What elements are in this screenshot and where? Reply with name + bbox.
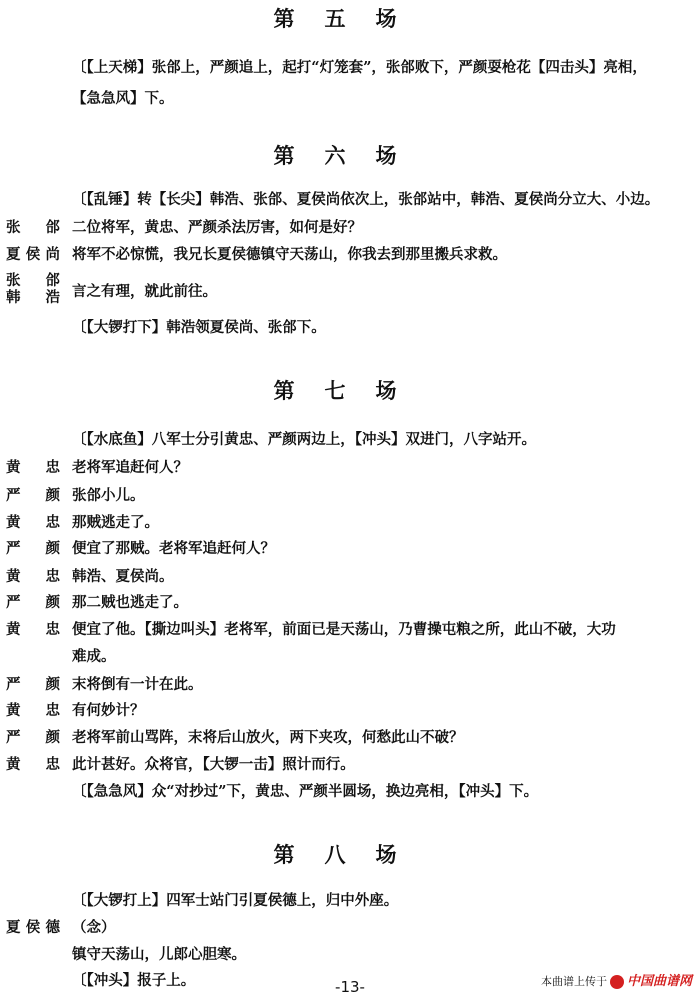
speaker: 严颜	[6, 541, 60, 557]
watermark-text: 本曲谱上传于	[540, 975, 607, 988]
speaker: 张郃	[6, 220, 60, 236]
speaker: 黄忠	[6, 703, 60, 719]
stage-direction-cont: 【急急风】下。	[72, 90, 174, 107]
dialogue-line-cont: 难成。	[72, 648, 116, 665]
dialogue-line: 那贼逃走了。	[72, 514, 159, 531]
dialogue-line: 将军不必惊慌，我兄长夏侯德镇守天荡山，你我去到那里搬兵求救。	[72, 246, 507, 263]
stage-direction: 〔【急急风】众“对抄过”下，黄忠、严颜半圆场，换边亮相，【冲头】下。	[72, 783, 539, 800]
dialogue-line: 言之有理，就此前往。	[72, 283, 217, 300]
scene-heading-8: 第八场	[273, 843, 427, 867]
watermark	[541, 972, 692, 992]
dialogue-line: 便宜了他。【撕边叫头】老将军，前面已是天荡山，乃曹操屯粮之所，此山不破，大功	[72, 621, 616, 638]
dialogue-line: 末将倒有一计在此。	[72, 676, 203, 693]
dialogue-line: 老将军前山骂阵，末将后山放火，两下夹攻，何愁此山不破？	[72, 729, 464, 746]
speaker: 夏侯尚	[6, 247, 60, 263]
speaker: 黄忠	[6, 569, 60, 585]
speaker: 严颜	[6, 677, 60, 693]
speaker: 韩浩	[6, 290, 60, 306]
dialogue-line: 有何妙计？	[72, 702, 145, 719]
speaker: 严颜	[6, 730, 60, 746]
watermark-site: 中国曲谱网	[626, 974, 692, 989]
speaker: 黄忠	[6, 460, 60, 476]
dialogue-line: 二位将军，黄忠、严颜杀法厉害，如何是好？	[72, 219, 362, 236]
stage-direction: 〔【冲头】报子上。	[72, 972, 196, 989]
dialogue-line: 那二贼也逃走了。	[72, 594, 188, 611]
dialogue-line: 便宜了那贼。老将军追赶何人？	[72, 540, 275, 557]
speaker: 严颜	[6, 488, 60, 504]
speaker: 黄忠	[6, 622, 60, 638]
speaker: 黄忠	[6, 757, 60, 773]
scene-heading-6: 第六场	[273, 144, 427, 168]
scene-heading-5: 第五场	[273, 7, 427, 31]
dialogue-line: 老将军追赶何人？	[72, 459, 188, 476]
stage-direction: 〔【大锣打下】韩浩领夏侯尚、张郃下。	[72, 319, 326, 336]
speaker: 张郃	[6, 273, 60, 289]
speaker: 黄忠	[6, 515, 60, 531]
page-number: -13-	[335, 978, 365, 996]
speaker: 严颜	[6, 595, 60, 611]
site-logo-icon	[610, 975, 624, 989]
stage-direction: 〔【上天梯】张郃上，严颜追上，起打“灯笼套”，张郃败下，严颜耍枪花【四击头】亮相，	[72, 59, 647, 76]
stage-direction: 〔【大锣打上】四军士站门引夏侯德上，归中外座。	[72, 892, 399, 909]
dialogue-line: 此计甚好。众将官，【大锣一击】照计而行。	[72, 756, 355, 773]
dialogue-line: 韩浩、夏侯尚。	[72, 568, 174, 585]
speaker: 夏侯德	[6, 920, 60, 936]
stage-direction: 〔【水底鱼】八军士分引黄忠、严颜两边上，【冲头】双进门，八字站开。	[72, 431, 536, 448]
verse-line: 镇守天荡山，儿郎心胆寒。	[72, 946, 246, 963]
recitation-note: （念）	[72, 919, 116, 936]
stage-direction: 〔【乱锤】转【长尖】韩浩、张郃、夏侯尚依次上，张郃站中，韩浩、夏侯尚分立大、小边。	[72, 191, 660, 208]
dialogue-line: 张郃小儿。	[72, 487, 145, 504]
scene-heading-7: 第七场	[273, 379, 427, 403]
